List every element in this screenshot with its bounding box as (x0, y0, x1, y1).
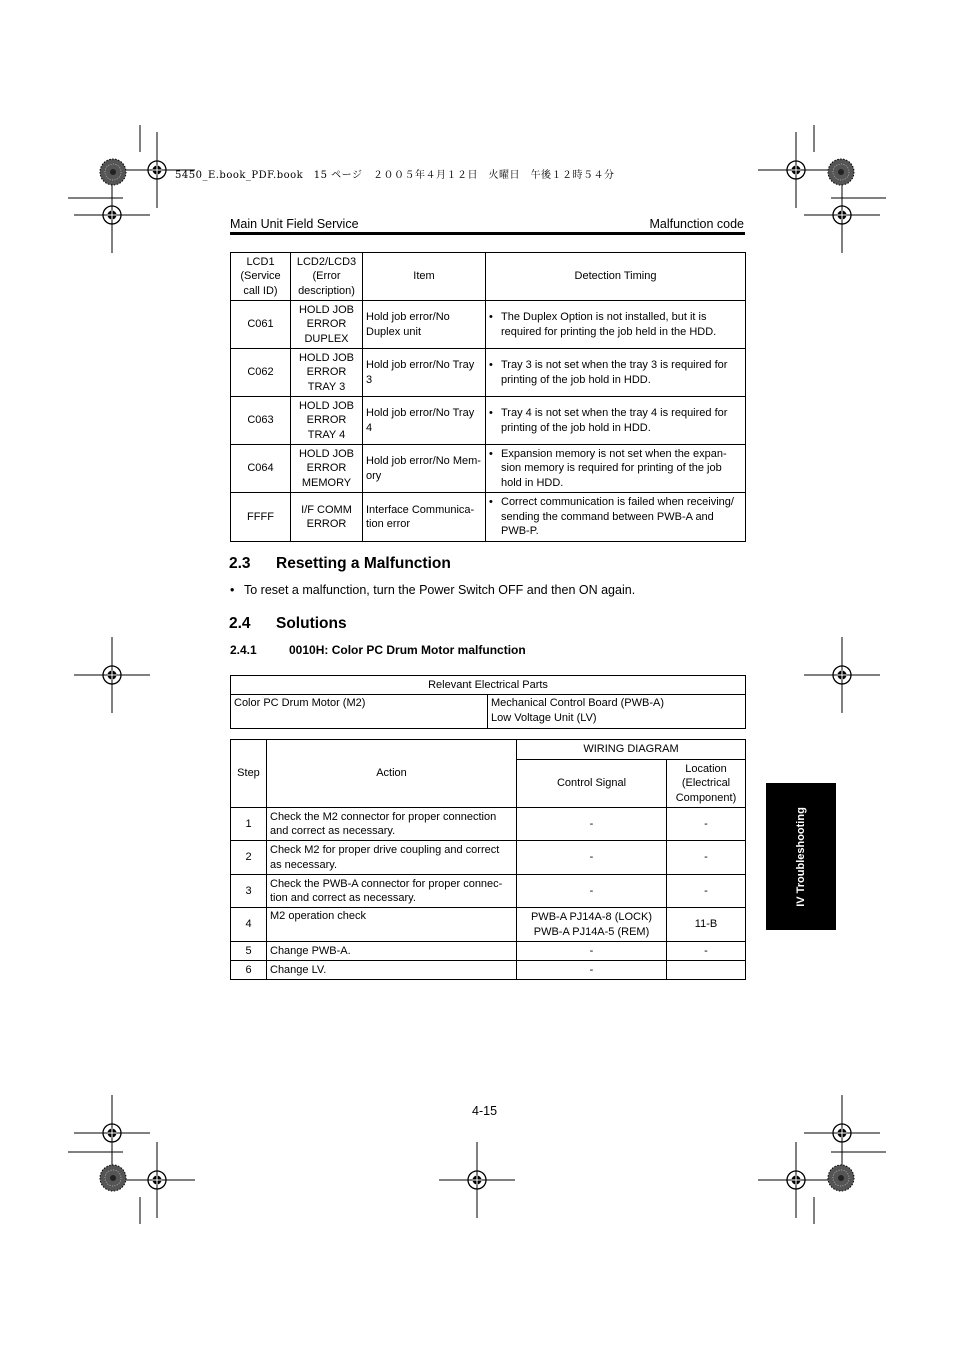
timing-cell: • Tray 3 is not set when the tray 3 is required for printing of the job hold in HDD. (486, 349, 746, 397)
location-cell: - (667, 841, 746, 875)
reset-instruction-text: To reset a malfunction, turn the Power Switch OFF and then ON again. (244, 583, 636, 597)
item-cell: Hold job error/No Tray 3 (363, 349, 486, 397)
running-header-left: Main Unit Field Service (230, 217, 359, 231)
parts-right-cell (488, 695, 746, 729)
lcd1-cell: C061 (231, 301, 291, 349)
timing-text: Expansion memory is not set when the expan-sion memory is required for printing of the job hold in HDD. (501, 447, 727, 489)
timing-text: The Duplex Option is not installed, but it is required for printing the job held in the HDD. (501, 311, 717, 338)
timing-text: Tray 4 is not set when the tray 4 is required for printing of the job hold in HDD. (501, 407, 728, 434)
signal-line1: PWB-A PJ14A-8 (LOCK) (530, 911, 653, 923)
subsection-heading-2-4-1 (230, 643, 526, 657)
location-cell (667, 961, 746, 980)
table-row (231, 875, 746, 908)
parts-right-line2: Low Voltage Unit (LV) (491, 711, 597, 724)
signal-cell: - (517, 961, 667, 980)
step-cell: 2 (231, 841, 267, 875)
item-cell: Hold job error/No Tray 4 (363, 397, 486, 445)
subsection-title: 0010H: Color PC Drum Motor malfunction (289, 643, 526, 657)
table-row (231, 301, 746, 349)
col-header-detection-timing: Detection Timing (486, 253, 746, 301)
parts-left-cell: Color PC Drum Motor (M2) (231, 695, 488, 729)
signal-cell: - (517, 942, 667, 961)
signal-line2: PWB-A PJ14A-5 (REM) (533, 925, 650, 938)
col-header-location: Location (Electrical Component) (667, 760, 746, 808)
header-rule (230, 232, 745, 235)
relevant-parts-table (230, 675, 746, 729)
item-cell: Interface Communica-tion error (363, 493, 486, 542)
table-row (231, 961, 746, 980)
timing-text: Correct communication is failed when receiving/ sending the command between PWB-A and PWB-P. (501, 496, 734, 538)
table-row (231, 445, 746, 493)
step-cell: 1 (231, 808, 267, 841)
step-cell: 5 (231, 942, 267, 961)
side-tab-label: IV Troubleshooting (795, 807, 807, 907)
table-row (231, 493, 746, 542)
col-header-lcd1: LCD1 (Service call ID) (231, 253, 291, 301)
table-row (231, 841, 746, 875)
action-cell: Check M2 for proper drive coupling and correct as necessary. (267, 841, 517, 875)
col-header-control-signal: Control Signal (517, 760, 667, 808)
location-cell: 11-B (667, 908, 746, 942)
col-header-step: Step (231, 740, 267, 808)
side-tab (766, 783, 836, 930)
timing-cell: • The Duplex Option is not installed, but it is required for printing the job held in the HDD. (486, 301, 746, 349)
table-row (231, 908, 746, 942)
section-number: 2.4 (229, 615, 251, 632)
section-title: Resetting a Malfunction (276, 555, 451, 572)
table-row (231, 942, 746, 961)
malfunction-code-table (230, 252, 746, 542)
table-header-row (231, 253, 746, 301)
table-row (231, 397, 746, 445)
item-cell: Hold job error/No Mem-ory (363, 445, 486, 493)
reset-instruction: • To reset a malfunction, turn the Power Switch OFF and then ON again. (230, 583, 636, 597)
lcd2-cell: HOLD JOB ERROR DUPLEX (291, 301, 363, 349)
lcd1-cell: C062 (231, 349, 291, 397)
section-heading-2-3 (229, 555, 451, 573)
col-header-action: Action (267, 740, 517, 808)
action-cell: Change PWB-A. (267, 942, 517, 961)
parts-table-header: Relevant Electrical Parts (231, 676, 746, 695)
step-cell: 3 (231, 875, 267, 908)
signal-cell: - (517, 841, 667, 875)
item-cell: Hold job error/No Duplex unit (363, 301, 486, 349)
running-header-right: Malfunction code (649, 217, 744, 231)
timing-text: Tray 3 is not set when the tray 3 is required for printing of the job hold in HDD. (501, 359, 728, 386)
signal-cell: - (517, 875, 667, 908)
lcd2-cell: HOLD JOB ERROR TRAY 4 (291, 397, 363, 445)
subsection-number: 2.4.1 (230, 643, 257, 657)
section-number: 2.3 (229, 555, 251, 572)
action-cell: Change LV. (267, 961, 517, 980)
location-cell: - (667, 808, 746, 841)
step-cell: 4 (231, 908, 267, 942)
location-cell: - (667, 875, 746, 908)
troubleshooting-steps-table (230, 739, 746, 980)
step-cell: 6 (231, 961, 267, 980)
action-cell: M2 operation check (267, 908, 517, 942)
parts-right-line1: Mechanical Control Board (PWB-A) (491, 697, 665, 709)
timing-cell: • Tray 4 is not set when the tray 4 is required for printing of the job hold in HDD. (486, 397, 746, 445)
location-cell: - (667, 942, 746, 961)
lcd2-cell: HOLD JOB ERROR MEMORY (291, 445, 363, 493)
timing-cell: • Expansion memory is not set when the expan-sion memory is required for printing of the job hold in HDD. (486, 445, 746, 493)
lcd1-cell: C064 (231, 445, 291, 493)
print-info: 5450_E.book_PDF.book 15 ページ ２００５年４月１２日 火曜日 午後１２時５４分 (175, 170, 615, 181)
col-header-item: Item (363, 253, 486, 301)
section-heading-2-4 (229, 615, 347, 633)
section-title: Solutions (276, 615, 347, 632)
table-row (231, 808, 746, 841)
lcd2-cell: I/F COMM ERROR (291, 493, 363, 542)
col-header-lcd2: LCD2/LCD3 (Error description) (291, 253, 363, 301)
signal-cell: - (517, 808, 667, 841)
lcd1-cell: C063 (231, 397, 291, 445)
action-cell: Check the PWB-A connector for proper connec-tion and correct as necessary. (267, 875, 517, 908)
lcd2-cell: HOLD JOB ERROR TRAY 3 (291, 349, 363, 397)
page-number: 4-15 (472, 1104, 498, 1118)
action-cell: Check the M2 connector for proper connection and correct as necessary. (267, 808, 517, 841)
timing-cell: • Correct communication is failed when receiving/ sending the command between PWB-A and PWB-P. (486, 493, 746, 542)
lcd1-cell: FFFF (231, 493, 291, 542)
signal-cell (517, 908, 667, 942)
table-row (231, 349, 746, 397)
col-header-wiring-diagram: WIRING DIAGRAM (517, 740, 746, 760)
